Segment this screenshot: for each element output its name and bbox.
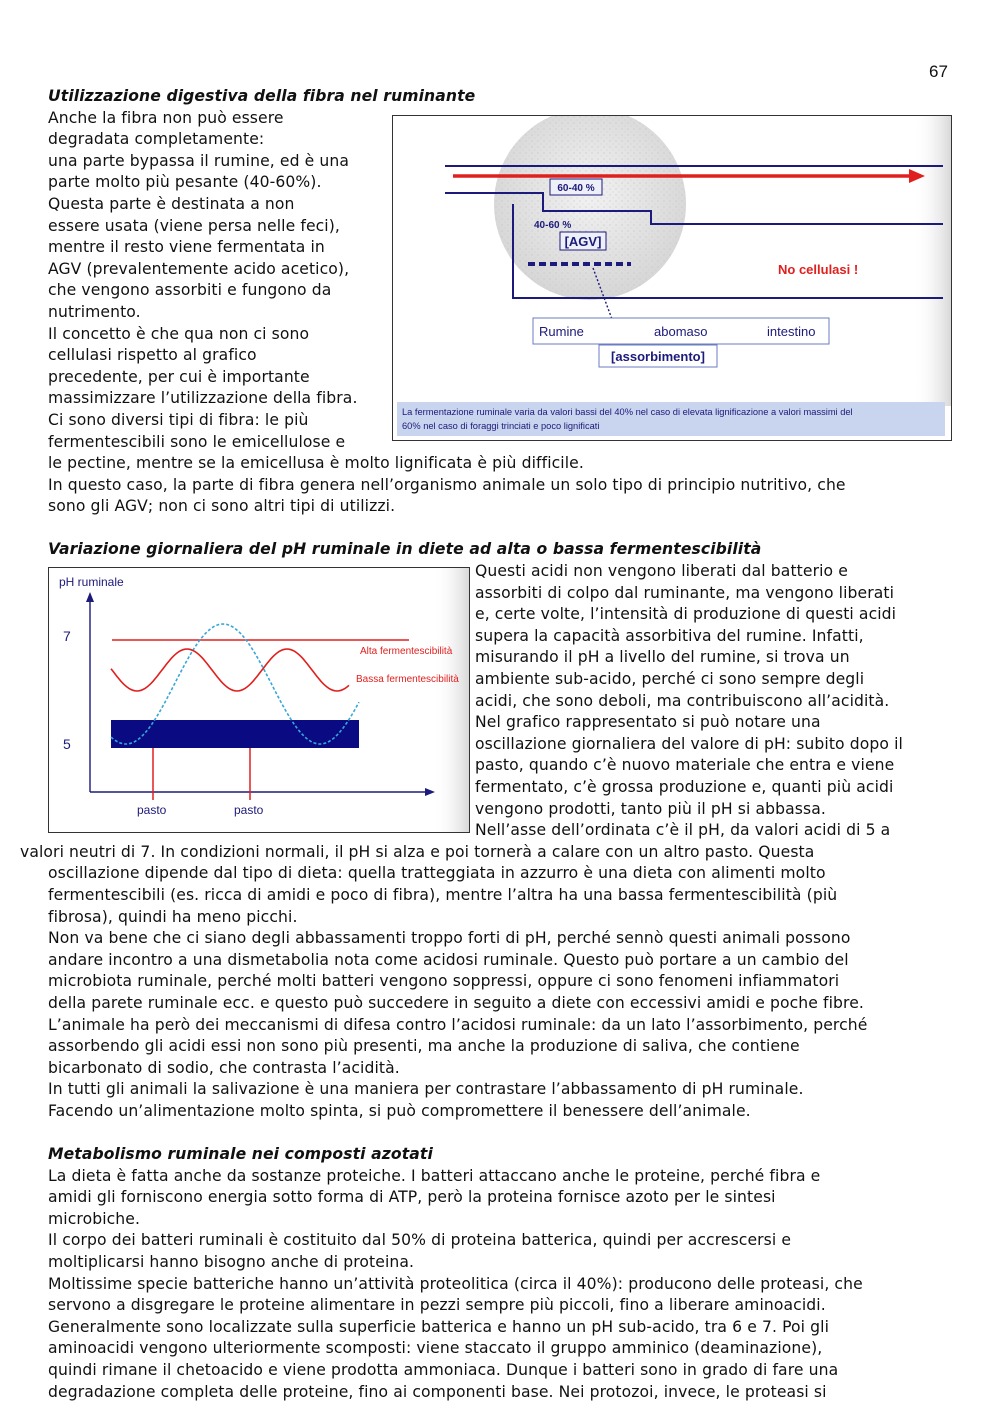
no-cellulase-label: No cellulasi ! <box>778 262 859 277</box>
paragraph-line: oscillazione dipende dal tipo di dieta: quella tratteggiata in azzurro è una dieta con alimenti molto <box>48 864 826 883</box>
paragraph-line: Questa parte è destinata a non <box>48 195 295 213</box>
paragraph-line: Nell’asse dell’ordinata c’è il pH, da valori acidi di 5 a <box>475 821 891 840</box>
absorption-label: [assorbimento] <box>611 349 705 364</box>
page-number: 67 <box>929 62 948 81</box>
paragraph-line: massimizzare l’utilizzazione della fibra. <box>48 389 358 408</box>
paragraph-line: Questi acidi non vengono liberati dal batterio e <box>475 562 848 580</box>
paragraph-line: e, certe volte, l’intensità di produzione di questi acidi <box>475 605 897 624</box>
acidosis-band <box>111 720 359 748</box>
paragraph-line: Il concetto è che qua non ci sono <box>48 324 310 343</box>
paragraph-line: moltiplicarsi hanno bisogno anche di proteina. <box>48 1253 415 1271</box>
paragraph-line: In tutti gli animali la salivazione è una maniera per contrastare l’abbassamento di pH ruminale. <box>48 1080 804 1099</box>
paragraph-line: servono a disgregare le proteine alimentare in pezzi sempre più piccoli, fino a liberare aminoacidi. <box>48 1296 826 1315</box>
fiber-diagram <box>392 115 952 441</box>
section-heading-ph: Variazione giornaliera del pH ruminale in diete ad alta o bassa fermentescibilità <box>48 540 762 558</box>
paragraph-line: microbiota ruminale, perché molti batteri vengono soppressi, oppure ci sono fenomeni infiammatori <box>48 972 840 991</box>
paragraph-line: aminoacidi vengono ulteriormente scomposti: viene staccato il gruppo amminico (deaminazione), <box>48 1339 823 1358</box>
legend-alta: Alta fermentescibilità <box>360 646 453 657</box>
paragraph-line: della parete ruminale ecc. e questo può succedere in seguito a diete con eccessivi amidi e poche fibre. <box>48 994 864 1012</box>
paragraph-line: Facendo un’alimentazione molto spinta, si può compromettere il benessere dell’animale. <box>48 1102 751 1120</box>
paragraph-line: misurando il pH a livello del rumine, si trova un <box>475 648 850 667</box>
legend-bassa: Bassa fermentescibilità <box>356 674 459 685</box>
ph-chart-svg <box>49 568 469 832</box>
paragraph-line: oscillazione giornaliera del valore di pH: subito dopo il <box>475 734 903 753</box>
paragraph-line: nutrimento. <box>48 303 141 321</box>
paragraph-line: supera la capacità assorbitiva del rumine. Infatti, <box>475 626 864 645</box>
y-axis-arrow-icon <box>86 592 94 602</box>
paragraph-line: amidi gli forniscono energia sotto forma di ATP, però la proteina fornisce azoto per le sintesi <box>48 1188 776 1207</box>
fiber-diagram-svg <box>393 116 951 440</box>
paragraph-line: una parte bypassa il rumine, ed è una <box>48 151 350 170</box>
paragraph-line: In questo caso, la parte di fibra genera nell’organismo animale un solo tipo di principio nutritivo, che <box>48 475 846 494</box>
paragraph-line: fermentescibili sono le emicellulose e <box>48 432 346 451</box>
paragraph-line: fermentescibili (es. ricca di amidi e poco di fibra), mentre l’altra ha una bassa fermentescibilità (più <box>48 886 838 904</box>
paragraph-line: Moltissime specie batteriche hanno un’attività proteolitica (circa il 40%): producono delle proteasi, che <box>48 1274 863 1293</box>
abomaso-label: abomaso <box>654 324 708 339</box>
y-tick-5: 5 <box>63 736 71 752</box>
paragraph-line: AGV (prevalentemente acido acetico), <box>48 259 350 278</box>
paragraph-line: quindi rimane il chetoacido e viene prodotta ammoniaca. Dunque i batteri sono in grado di fare una <box>48 1361 839 1379</box>
rumine-label: Rumine <box>539 324 584 339</box>
paragraph-line: acidi, che sono deboli, ma contribuiscono all’acidità. <box>475 691 890 710</box>
section-heading-fiber: Utilizzazione digestiva della fibra nel ruminante <box>48 87 476 105</box>
paragraph-line: L’animale ha però dei meccanismi di difesa contro l’acidosi ruminale: da un lato l’assorbimento, perché <box>48 1015 868 1034</box>
paragraph-line: bicarbonato di sodio, che contrasta l’acidità. <box>48 1058 400 1077</box>
paragraph-line: valori neutri di 7. In condizioni normali, il pH si alza e poi tornerà a calare con un altro pasto. Questa <box>20 842 815 861</box>
paragraph-line: La dieta è fatta anche da sostanze proteiche. I batteri attaccano anche le proteine, perché fibra e <box>48 1166 821 1185</box>
paragraph-line: degradazione completa delle proteine, fino ai componenti base. Nei protozoi, invece, le proteasi si <box>48 1382 827 1401</box>
agv-label: [AGV] <box>564 234 602 249</box>
paragraph-line: andare incontro a una dismetabolia nota come acidosi ruminale. Questo può portare a un cambio del <box>48 950 849 969</box>
paragraph-line: Generalmente sono localizzate sulla superficie batterica e hanno un pH sub-acido, tra 6 e 7. Poi gli <box>48 1317 830 1336</box>
paragraph-line: che vengono assorbiti e fungono da <box>48 281 332 300</box>
y-axis-label: pH ruminale <box>59 575 124 589</box>
x-tick-pasto-2: pasto <box>234 803 264 817</box>
x-tick-pasto-1: pasto <box>137 803 167 817</box>
paragraph-line: vengono prodotti, tanto più il pH si abbassa. <box>475 799 826 818</box>
paragraph-line: precedente, per cui è importante <box>48 367 310 386</box>
figure-caption-line2: 60% nel caso di foraggi trinciati e poco lignificati <box>402 421 600 431</box>
paragraph-line: ambiente sub-acido, perché ci sono sempre degli <box>475 670 865 688</box>
paragraph-line: essere usata (viene persa nelle feci), <box>48 216 340 235</box>
paragraph-line: Il corpo dei batteri ruminali è costituito dal 50% di proteina batterica, quindi per accrescersi e <box>48 1231 792 1250</box>
figure-caption-line1: La fermentazione ruminale varia da valori bassi del 40% nel caso di elevata lignificazione a valori massimi del <box>402 407 853 417</box>
paragraph-line: assorbiti di colpo dal ruminante, ma vengono liberati <box>475 583 895 602</box>
paragraph-line: fibrosa), quindi ha meno picchi. <box>48 907 298 926</box>
pct-bottom-label: 40-60 % <box>534 220 572 231</box>
shadow-gradient <box>913 116 951 406</box>
paragraph-line: mentre il resto viene fermentata in <box>48 238 325 257</box>
paragraph-line: microbiche. <box>48 1209 141 1228</box>
paragraph-line: Non va bene che ci siano degli abbassamenti troppo forti di pH, perché sennò questi animali possono <box>48 929 851 948</box>
paragraph-line: parte molto più pesante (40-60%). <box>48 173 322 192</box>
pct-top-label: 60-40 % <box>557 183 595 194</box>
intestino-label: intestino <box>767 324 816 339</box>
paragraph-line: cellulasi rispetto al grafico <box>48 346 257 365</box>
y-tick-7: 7 <box>63 628 71 644</box>
section-heading-nitrogen: Metabolismo ruminale nei composti azotati <box>48 1145 433 1163</box>
paragraph-line: degradata completamente: <box>48 130 265 149</box>
paragraph-line: fermentato, c’è grossa produzione e, quanti più acidi <box>475 778 894 796</box>
paragraph-line: Anche la fibra non può essere <box>48 108 284 127</box>
paragraph-line: pasto, quando c’è nuovo materiale che entra e viene <box>475 756 895 775</box>
paragraph-line: le pectine, mentre se la emicellusa è molto lignificata è più difficile. <box>48 454 584 473</box>
paragraph-line: sono gli AGV; non ci sono altri tipi di utilizzi. <box>48 497 396 516</box>
paragraph-line: Nel grafico rappresentato si può notare una <box>475 713 821 732</box>
series-bassa-fermentescibilita <box>111 649 349 691</box>
paragraph-line: Ci sono diversi tipi di fibra: le più <box>48 411 309 429</box>
paragraph-line: assorbendo gli acidi essi non sono più presenti, ma anche la produzione di saliva, che contiene <box>48 1037 800 1056</box>
ph-chart <box>48 567 470 833</box>
